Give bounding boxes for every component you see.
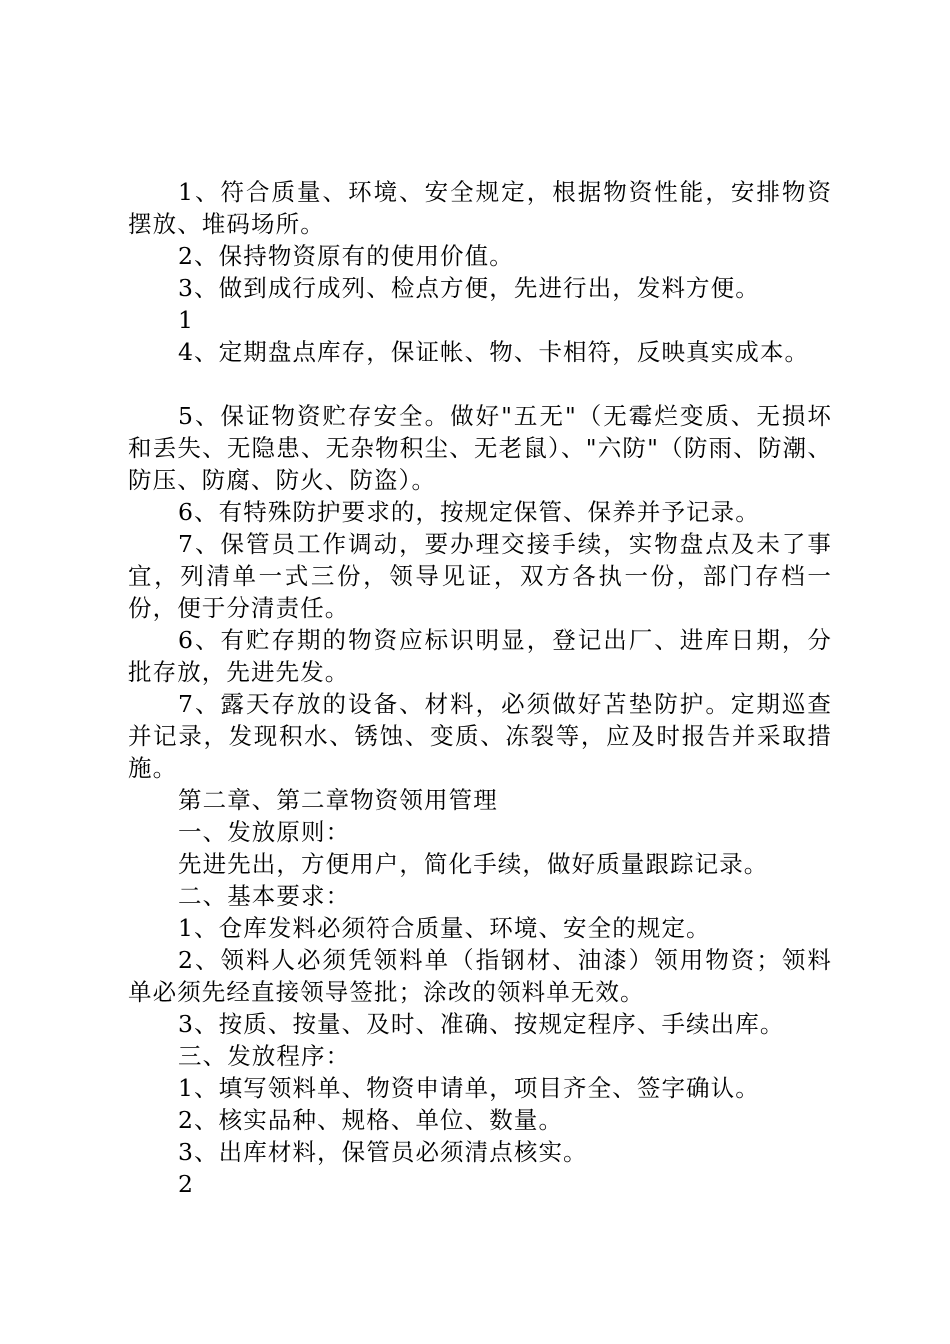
paragraph-8: 6、有贮存期的物资应标识明显，登记出厂、进库日期，分批存放，先进先发。 <box>128 626 832 686</box>
paragraph-4: 4、定期盘点库存，保证帐、物、卡相符，反映真实成本。 <box>178 338 810 366</box>
document-body <box>128 176 832 1200</box>
blank-line <box>128 368 832 400</box>
paragraph-2: 2、保持物资原有的使用价值。 <box>178 242 514 270</box>
paragraph-requirement-3: 3、按质、按量、及时、准确、按规定程序、手续出库。 <box>178 1010 785 1038</box>
section-heading-requirements: 二、基本要求： <box>178 882 351 910</box>
page-number-2: 2 <box>178 1170 195 1198</box>
paragraph-3: 3、做到成行成列、检点方便，先进行出，发料方便。 <box>178 274 760 302</box>
page-number-1: 1 <box>178 306 195 334</box>
section-heading-principles: 一、发放原则： <box>178 818 351 846</box>
paragraph-7: 7、保管员工作调动，要办理交接手续，实物盘点及未了事宜，列清单一式三份，领导见证，双方各执一份，部门存档一份，便于分清责任。 <box>128 530 832 622</box>
paragraph-procedure-1: 1、填写领料单、物资申请单，项目齐全、签字确认。 <box>178 1074 760 1102</box>
paragraph-procedure-2: 2、核实品种、规格、单位、数量。 <box>178 1106 564 1134</box>
paragraph-principles: 先进先出，方便用户，简化手续，做好质量跟踪记录。 <box>178 850 769 878</box>
paragraph-1: 1、符合质量、环境、安全规定，根据物资性能，安排物资摆放、堆码场所。 <box>128 178 832 238</box>
paragraph-procedure-3: 3、出库材料，保管员必须清点核实。 <box>178 1138 588 1166</box>
paragraph-requirement-1: 1、仓库发料必须符合质量、环境、安全的规定。 <box>178 914 711 942</box>
paragraph-6: 6、有特殊防护要求的，按规定保管、保养并予记录。 <box>178 498 760 526</box>
paragraph-9: 7、露天存放的设备、材料，必须做好苫垫防护。定期巡查并记录，发现积水、锈蚀、变质、冻裂等，应及时报告并采取措施。 <box>128 690 832 782</box>
section-heading-procedure: 三、发放程序： <box>178 1042 351 1070</box>
chapter-heading: 第二章、第二章物资领用管理 <box>178 786 498 814</box>
paragraph-5: 5、保证物资贮存安全。做好"五无"（无霉烂变质、无损坏和丢失、无隐患、无杂物积尘、无老鼠）、"六防"（防雨、防潮、防压、防腐、防火、防盗）。 <box>128 402 832 494</box>
paragraph-requirement-2: 2、领料人必须凭领料单（指钢材、油漆）领用物资；领料单必须先经直接领导签批；涂改的领料单无效。 <box>128 946 832 1006</box>
